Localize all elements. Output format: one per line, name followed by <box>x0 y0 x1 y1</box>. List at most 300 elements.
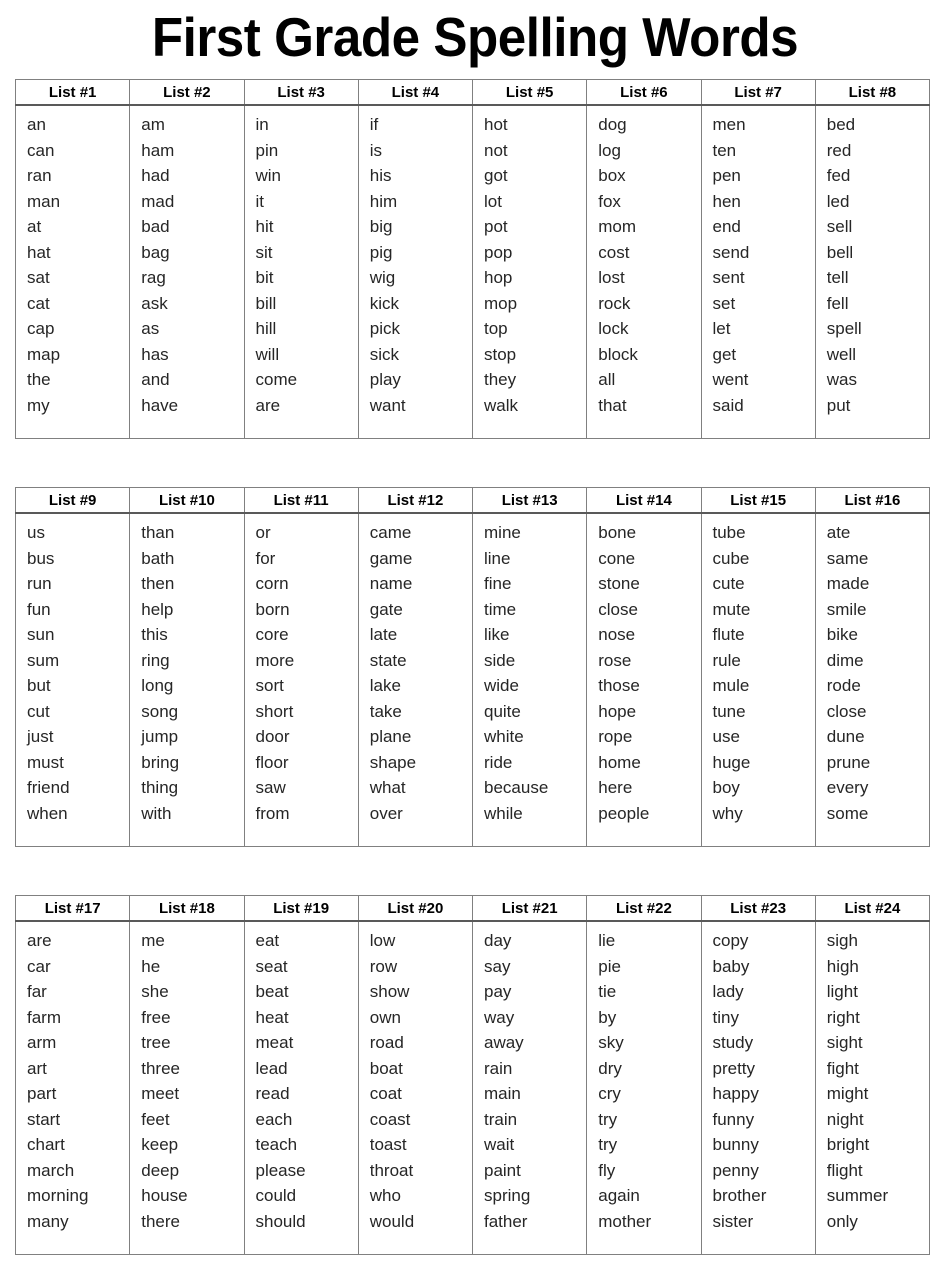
word-list-cell <box>244 105 358 439</box>
spelling-word: corn <box>255 574 289 593</box>
blank-row <box>245 1234 358 1254</box>
blank-row <box>816 826 929 846</box>
spelling-word: mule <box>712 676 750 695</box>
spelling-word: spell <box>826 319 862 338</box>
spelling-word: baby <box>712 956 750 976</box>
spelling-word: dry <box>598 1058 622 1078</box>
spelling-word: the <box>27 370 51 389</box>
spelling-word: flight <box>826 1160 863 1180</box>
spelling-word: penny <box>712 1160 759 1180</box>
spelling-word: those <box>598 676 640 695</box>
spelling-word: all <box>598 370 616 389</box>
spelling-word: hot <box>484 115 508 134</box>
spelling-word: red <box>826 140 852 160</box>
list-header: List #7 <box>701 80 815 106</box>
spelling-word: cat <box>27 293 50 313</box>
blank-row <box>245 418 358 438</box>
spelling-word: show <box>369 982 410 1001</box>
spelling-word: he <box>141 956 161 976</box>
spelling-word: copy <box>712 931 749 950</box>
list-header: List #4 <box>358 80 472 106</box>
spelling-word: close <box>826 701 867 721</box>
spelling-word: meat <box>255 1033 294 1052</box>
spelling-word: meet <box>141 1084 180 1103</box>
spelling-word: bath <box>141 548 175 568</box>
spelling-word: mad <box>141 191 175 211</box>
spelling-word: lake <box>369 676 401 695</box>
spelling-word: seat <box>255 956 288 976</box>
spelling-word: bike <box>826 625 858 644</box>
page-title: First Grade Spelling Words <box>151 6 799 68</box>
spelling-word: bill <box>255 293 277 313</box>
spelling-word: are <box>255 395 281 415</box>
spelling-word: deep <box>141 1160 180 1180</box>
word-list-cell <box>815 105 929 439</box>
spelling-word: mine <box>484 523 521 542</box>
list-header: List #10 <box>130 488 244 514</box>
spelling-word: brother <box>712 1186 767 1205</box>
spelling-word: every <box>826 778 869 797</box>
spelling-word: line <box>484 548 511 568</box>
spelling-word: by <box>598 1007 617 1027</box>
spelling-word: core <box>255 625 289 644</box>
spelling-word: help <box>141 599 174 619</box>
spelling-word: rose <box>598 650 632 670</box>
spelling-word: keep <box>141 1135 179 1154</box>
spelling-word: then <box>141 574 175 593</box>
list-header: List #14 <box>587 488 701 514</box>
spelling-word: sky <box>598 1033 624 1052</box>
spelling-word: friend <box>27 778 70 797</box>
blank-row <box>473 826 586 846</box>
spelling-word: coat <box>369 1084 402 1103</box>
spelling-word: bag <box>141 242 170 262</box>
spelling-word: wig <box>369 268 396 287</box>
spelling-word: bright <box>826 1135 870 1154</box>
spelling-word: try <box>598 1109 618 1129</box>
list-header: List #21 <box>473 896 587 922</box>
spelling-word: put <box>826 395 851 415</box>
spelling-word: me <box>141 931 165 950</box>
spelling-word: must <box>27 752 64 772</box>
spelling-word: him <box>369 191 398 211</box>
spelling-word: tree <box>141 1033 171 1052</box>
list-header: List #15 <box>701 488 815 514</box>
spelling-word: at <box>27 217 42 236</box>
spelling-word: rode <box>826 676 861 695</box>
spelling-word: low <box>369 931 396 950</box>
word-list-cell <box>244 513 358 847</box>
spelling-word: tune <box>712 701 746 721</box>
spelling-word: wait <box>484 1135 515 1154</box>
spelling-word: kick <box>369 293 400 313</box>
spelling-word: cute <box>712 574 745 593</box>
spelling-word: start <box>27 1109 61 1129</box>
spelling-word: can <box>27 140 55 160</box>
spelling-word: march <box>27 1160 75 1180</box>
list-header: List #2 <box>130 80 244 106</box>
spelling-word: many <box>27 1211 69 1231</box>
spelling-word: car <box>27 956 51 976</box>
spelling-word: side <box>484 650 516 670</box>
spelling-word: fly <box>598 1160 616 1180</box>
spelling-word: born <box>255 599 290 619</box>
spelling-word: plane <box>369 727 412 746</box>
spelling-word: who <box>369 1186 401 1205</box>
spelling-word: road <box>369 1033 404 1052</box>
spelling-word: pot <box>484 217 508 236</box>
word-list-cell <box>701 105 815 439</box>
spelling-word: shape <box>369 752 417 772</box>
spelling-word: chart <box>27 1135 65 1154</box>
spelling-word: teach <box>255 1135 298 1154</box>
spelling-word: well <box>826 344 857 364</box>
blank-row <box>702 1234 815 1254</box>
spelling-word: feet <box>141 1109 170 1129</box>
list-header: List #20 <box>358 896 472 922</box>
spelling-word: are <box>27 931 52 950</box>
spelling-word: away <box>484 1033 524 1052</box>
spelling-word: ham <box>141 140 175 160</box>
spelling-word: if <box>369 115 379 134</box>
list-header: List #23 <box>701 896 815 922</box>
spelling-word: log <box>598 140 621 160</box>
spelling-word: my <box>27 395 50 415</box>
spelling-word: pig <box>369 242 393 262</box>
spelling-word: rule <box>712 650 741 670</box>
spelling-word: she <box>141 982 169 1001</box>
spelling-word: boy <box>712 778 740 797</box>
spelling-word: floor <box>255 752 289 772</box>
spelling-word: play <box>369 370 401 389</box>
spelling-word: only <box>826 1211 858 1231</box>
word-list-cell <box>701 513 815 847</box>
word-list-cell <box>587 513 701 847</box>
word-list-cell <box>358 105 472 439</box>
spelling-word: walk <box>484 395 519 415</box>
word-list-cell <box>815 921 929 1255</box>
spelling-word: more <box>255 650 295 670</box>
spelling-word: pop <box>484 242 513 262</box>
spelling-word: pretty <box>712 1058 756 1078</box>
word-list-cell <box>244 921 358 1255</box>
spelling-word: led <box>826 191 850 211</box>
list-header: List #18 <box>130 896 244 922</box>
spelling-word: rain <box>484 1058 513 1078</box>
spelling-word: tiny <box>712 1007 739 1027</box>
blank-row <box>16 826 129 846</box>
spelling-word: light <box>826 982 858 1001</box>
spelling-word: saw <box>255 778 286 797</box>
spelling-word: because <box>484 778 549 797</box>
table-row <box>16 921 930 1255</box>
word-list-cell <box>587 921 701 1255</box>
spelling-word: map <box>27 344 61 364</box>
spelling-word: they <box>484 370 517 389</box>
spelling-word: than <box>141 523 175 542</box>
spelling-word: boat <box>369 1058 403 1078</box>
spelling-word: way <box>484 1007 515 1027</box>
spelling-word: sight <box>826 1033 863 1052</box>
spelling-word: coast <box>369 1109 411 1129</box>
spelling-word: lead <box>255 1058 288 1078</box>
spelling-word: ask <box>141 293 168 313</box>
spelling-word: stop <box>484 344 517 364</box>
spelling-word: there <box>141 1211 180 1231</box>
spelling-word: game <box>369 548 413 568</box>
spelling-word: here <box>598 778 633 797</box>
spelling-word: time <box>484 599 517 619</box>
spelling-word: summer <box>826 1186 889 1205</box>
spelling-word: again <box>598 1186 640 1205</box>
spelling-word: bad <box>141 217 170 236</box>
spelling-word: bring <box>141 752 180 772</box>
blank-row <box>245 826 358 846</box>
spelling-word: mop <box>484 293 518 313</box>
spelling-word: take <box>369 701 402 721</box>
list-header: List #19 <box>244 896 358 922</box>
spelling-word: tie <box>598 982 617 1001</box>
spelling-word: night <box>826 1109 864 1129</box>
spelling-word: sigh <box>826 931 858 950</box>
spelling-word: hit <box>255 217 274 236</box>
spelling-word: got <box>484 166 508 185</box>
spelling-word: box <box>598 166 626 185</box>
spelling-word: cone <box>598 548 636 568</box>
spelling-word: am <box>141 115 165 134</box>
spelling-word: pie <box>598 956 621 976</box>
spelling-word: stone <box>598 574 640 593</box>
spelling-word: while <box>484 803 523 823</box>
list-header: List #9 <box>16 488 130 514</box>
list-header: List #12 <box>358 488 472 514</box>
blank-row <box>816 418 929 438</box>
spelling-word: sell <box>826 217 853 236</box>
spelling-word: pick <box>369 319 400 338</box>
table-header-row <box>16 488 930 514</box>
spelling-word: own <box>369 1007 401 1027</box>
spelling-word: mute <box>712 599 751 619</box>
blank-row <box>130 826 243 846</box>
spelling-word: for <box>255 548 276 568</box>
word-list-cell <box>16 105 130 439</box>
spelling-word: send <box>712 242 750 262</box>
spelling-word: like <box>484 625 510 644</box>
spelling-word: ran <box>27 166 52 185</box>
blank-row <box>473 418 586 438</box>
spelling-word: cap <box>27 319 55 338</box>
spelling-word: lot <box>484 191 502 211</box>
spelling-word: name <box>369 574 413 593</box>
spelling-word: sum <box>27 650 60 670</box>
blank-row <box>816 1234 929 1254</box>
spelling-word: but <box>27 676 51 695</box>
word-list-cell <box>16 921 130 1255</box>
spelling-word: ten <box>712 140 737 160</box>
spelling-word: read <box>255 1084 290 1103</box>
spelling-word: pen <box>712 166 741 185</box>
spelling-word: should <box>255 1211 306 1231</box>
spelling-word: lie <box>598 931 616 950</box>
spelling-word: let <box>712 319 731 338</box>
list-header: List #24 <box>815 896 929 922</box>
table-row <box>16 513 930 847</box>
spelling-word: farm <box>27 1007 61 1027</box>
spelling-word: please <box>255 1160 306 1180</box>
spelling-word: could <box>255 1186 297 1205</box>
table-header-row <box>16 896 930 922</box>
blank-row <box>16 1234 129 1254</box>
spelling-word: day <box>484 931 512 950</box>
spelling-word: cut <box>27 701 50 721</box>
blank-row <box>359 418 472 438</box>
spelling-word: some <box>826 803 869 823</box>
spelling-word: block <box>598 344 638 364</box>
blank-row <box>702 826 815 846</box>
spelling-word: would <box>369 1211 415 1231</box>
spelling-word: train <box>484 1109 518 1129</box>
spelling-word: dog <box>598 115 627 134</box>
spelling-word: or <box>255 523 271 542</box>
spelling-word: sun <box>27 625 55 644</box>
word-list-cell <box>130 105 244 439</box>
spelling-word: sister <box>712 1211 754 1231</box>
spelling-word: part <box>27 1084 57 1103</box>
spelling-word: wide <box>484 676 519 695</box>
spelling-word: cry <box>598 1084 621 1103</box>
word-list-cell <box>130 921 244 1255</box>
spelling-word: us <box>27 523 45 542</box>
spelling-word: get <box>712 344 737 364</box>
spelling-word: that <box>598 395 627 415</box>
spelling-word: dime <box>826 650 864 670</box>
spelling-word: thing <box>141 778 179 797</box>
spelling-word: ride <box>484 752 513 772</box>
spelling-word: lady <box>712 982 744 1001</box>
spelling-word: flute <box>712 625 745 644</box>
list-header: List #3 <box>244 80 358 106</box>
spelling-word: big <box>369 217 393 236</box>
spelling-word: sent <box>712 268 745 287</box>
blank-row <box>359 1234 472 1254</box>
spelling-word: bit <box>255 268 274 287</box>
spelling-word: quite <box>484 701 521 721</box>
blank-row <box>702 418 815 438</box>
spelling-word: come <box>255 370 298 389</box>
spelling-word: tell <box>826 268 849 287</box>
spelling-word: went <box>712 370 749 389</box>
spelling-word: over <box>369 803 403 823</box>
spelling-word: throat <box>369 1160 414 1180</box>
spelling-word: sick <box>369 344 400 364</box>
list-header: List #11 <box>244 488 358 514</box>
spelling-word: mother <box>598 1211 652 1231</box>
spelling-word: rag <box>141 268 166 287</box>
spelling-word: rock <box>598 293 631 313</box>
spelling-word: fell <box>826 293 849 313</box>
spelling-word: free <box>141 1007 171 1027</box>
spelling-word: close <box>598 599 638 619</box>
spelling-word: song <box>141 701 179 721</box>
word-list-cell <box>701 921 815 1255</box>
spelling-word: fight <box>826 1058 859 1078</box>
list-header: List #17 <box>16 896 130 922</box>
spelling-word: house <box>141 1186 188 1205</box>
spelling-word: right <box>826 1007 860 1027</box>
word-list-cell <box>358 513 472 847</box>
blank-row <box>587 826 700 846</box>
spelling-word: said <box>712 395 744 415</box>
spelling-word: main <box>484 1084 521 1103</box>
spelling-word: has <box>141 344 169 364</box>
spelling-word: is <box>369 140 383 160</box>
spelling-word: jump <box>141 727 179 746</box>
spelling-word: bell <box>826 242 854 262</box>
blank-row <box>473 1234 586 1254</box>
spelling-word: late <box>369 625 398 644</box>
spelling-word: door <box>255 727 290 746</box>
spelling-word: pay <box>484 982 512 1001</box>
spelling-word: each <box>255 1109 293 1129</box>
spelling-word: sort <box>255 676 284 695</box>
spelling-word: short <box>255 701 294 721</box>
spelling-word: row <box>369 956 398 976</box>
spelling-word: try <box>598 1135 618 1154</box>
list-header: List #16 <box>815 488 929 514</box>
spelling-word: want <box>369 395 406 415</box>
spelling-word: say <box>484 956 511 976</box>
spelling-word: why <box>712 803 743 823</box>
spelling-word: came <box>369 523 412 542</box>
word-list-cell <box>358 921 472 1255</box>
spelling-word: beat <box>255 982 289 1001</box>
spelling-word: it <box>255 191 264 211</box>
spelling-word: morning <box>27 1186 89 1205</box>
spelling-word: bed <box>826 115 856 134</box>
spelling-word: run <box>27 574 52 593</box>
spelling-word: spring <box>484 1186 531 1205</box>
spelling-word: fox <box>598 191 621 211</box>
spelling-word: what <box>369 778 406 797</box>
spelling-word: and <box>141 370 170 389</box>
spelling-word: arm <box>27 1033 57 1052</box>
spelling-word: fun <box>27 599 51 619</box>
spelling-word: bus <box>27 548 55 568</box>
table-header-row <box>16 80 930 106</box>
word-list-cell <box>473 921 587 1255</box>
spelling-word: top <box>484 319 508 338</box>
spelling-word: as <box>141 319 160 338</box>
spelling-word: tube <box>712 523 746 542</box>
spelling-word: heat <box>255 1007 289 1027</box>
spelling-word: from <box>255 803 290 823</box>
word-list-cell <box>130 513 244 847</box>
spelling-word: happy <box>712 1084 759 1103</box>
spelling-word: father <box>484 1211 528 1231</box>
spelling-list-block-1 <box>15 79 930 439</box>
spelling-word: not <box>484 140 508 160</box>
spelling-word: long <box>141 676 174 695</box>
spelling-word: lost <box>598 268 625 287</box>
spelling-word: hop <box>484 268 513 287</box>
spelling-word: men <box>712 115 746 134</box>
spelling-word: man <box>27 191 61 211</box>
spelling-word: bunny <box>712 1135 759 1154</box>
spelling-list-block-3 <box>15 895 930 1255</box>
spelling-word: this <box>141 625 168 644</box>
spelling-word: eat <box>255 931 280 950</box>
blank-row <box>359 826 472 846</box>
